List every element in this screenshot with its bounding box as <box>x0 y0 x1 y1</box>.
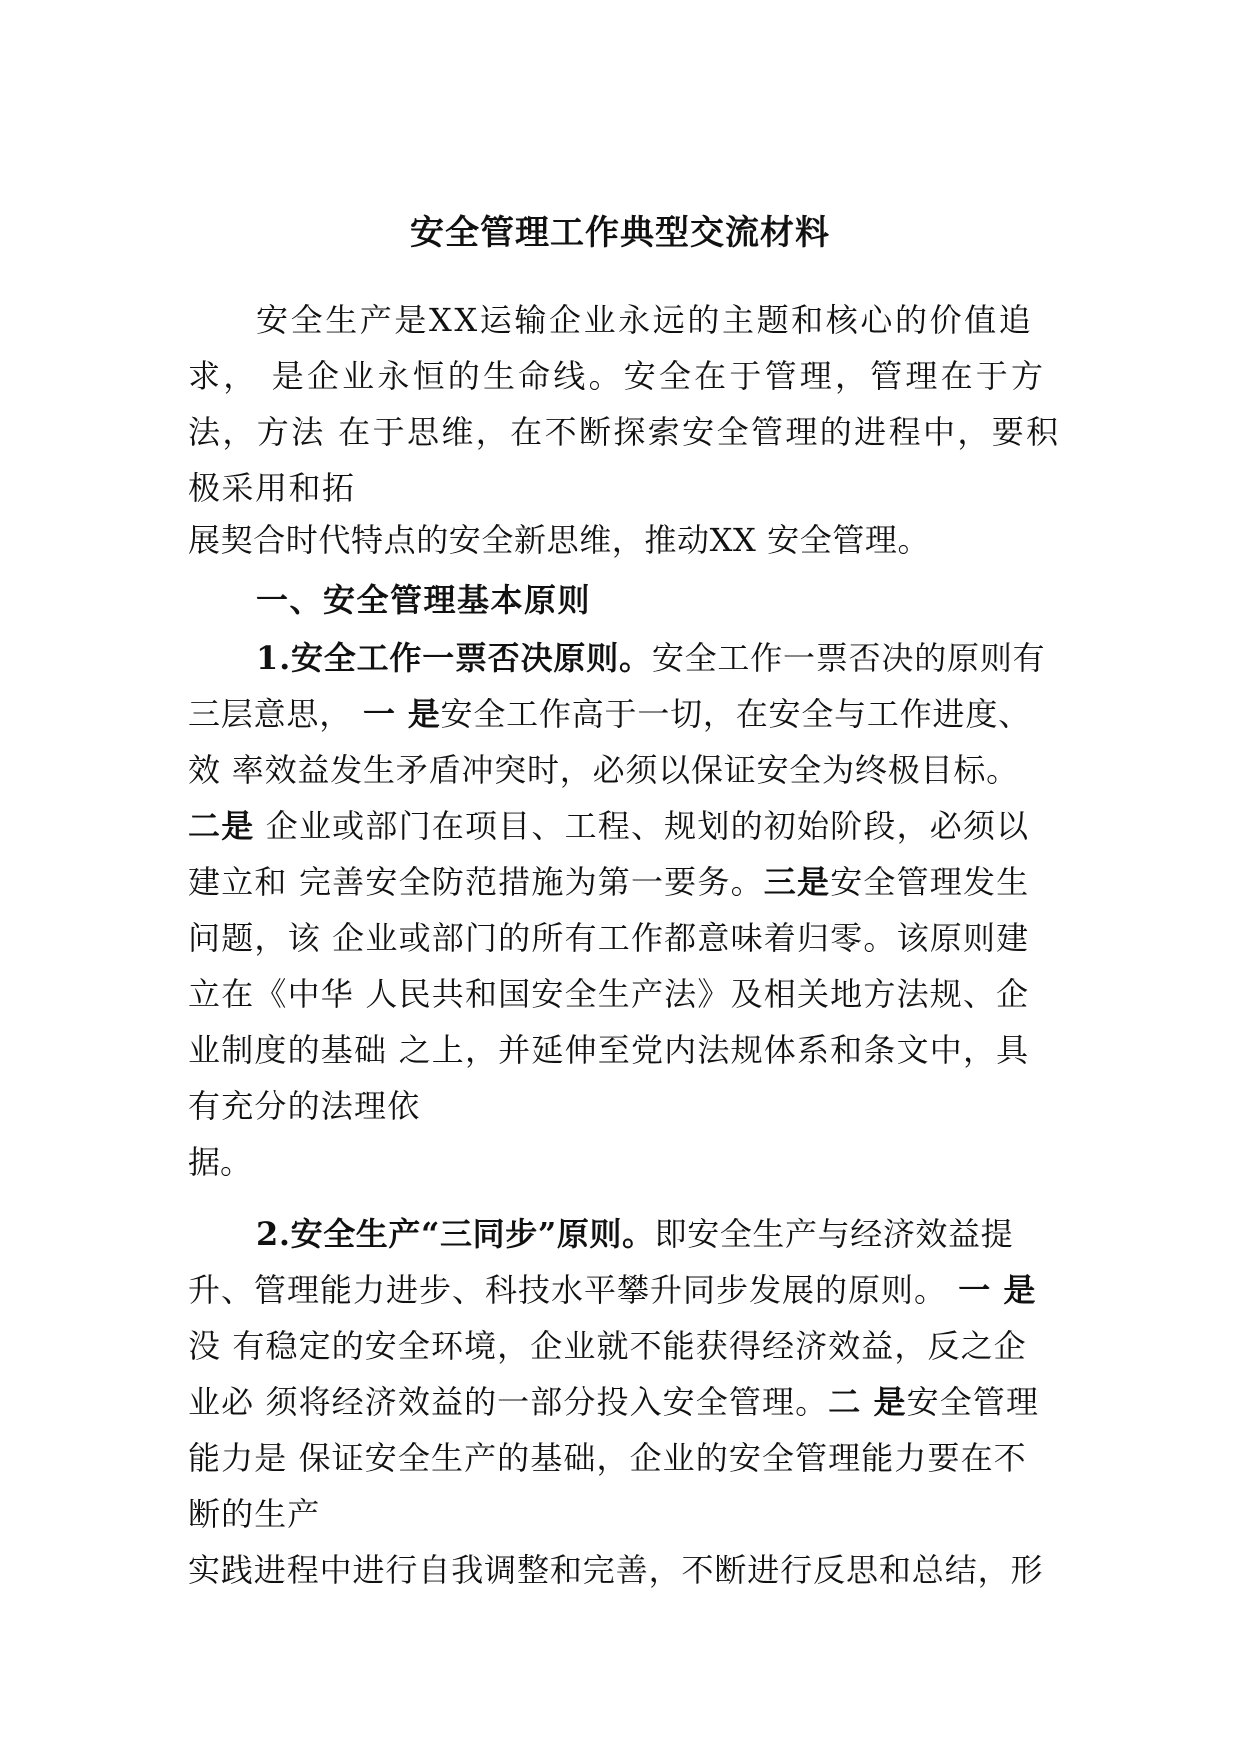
paragraph-line: 展契合时代特点的安全新思维，推动XX 安全管理。 <box>188 521 931 559</box>
paragraph-line: 断的生产 <box>188 1495 321 1533</box>
paragraph-line <box>188 1270 1036 1310</box>
text-run: 安全管理发生 <box>830 863 1030 901</box>
paragraph-line: 没 有稳定的安全环境，企业就不能获得经济效益，反之企 <box>188 1327 1027 1365</box>
bold-run: 一 是 <box>958 1271 1037 1309</box>
text-run: 业必 须将经济效益的一部分投入安全管理。 <box>188 1383 829 1421</box>
paragraph-line: 安全生产是XX运输企业永远的主题和核心的价值追 <box>256 301 1034 339</box>
paragraph-line <box>188 806 1029 846</box>
document-title: 安全管理工作典型交流材料 <box>410 213 830 253</box>
text-run: 企业或部门在项目、工程、规划的初始阶段，必须以 <box>254 807 1030 845</box>
paragraph-line <box>188 694 1031 734</box>
paragraph-line: 求， 是企业永恒的生命线。安全在于管理，管理在于方 <box>188 357 1047 395</box>
bold-run: 二是 <box>188 807 255 845</box>
text-run: 安全工作一票否决的原则有 <box>651 639 1046 677</box>
text-run: 安全工作高于一切，在安全与工作进度、 <box>440 695 1031 733</box>
paragraph-line: 问题，该 企业或部门的所有工作都意味着归零。该原则建 <box>188 919 1030 957</box>
section-heading: 一、安全管理基本原则 <box>256 581 592 619</box>
paragraph-line <box>256 638 1045 678</box>
bold-run: 三是 <box>763 863 831 901</box>
paragraph-line: 有充分的法理依 <box>188 1087 421 1125</box>
text-run: 升、管理能力进步、科技水平攀升同步发展的原则。 <box>188 1271 959 1309</box>
text-run: 即安全生产与经济效益提 <box>654 1215 1014 1253</box>
paragraph-line: 实践进程中进行自我调整和完善，不断进行反思和总结，形 <box>188 1551 1044 1589</box>
bold-run: 二 是 <box>828 1383 907 1421</box>
paragraph-line: 业制度的基础 之上，并延伸至党内法规体系和条文中，具 <box>188 1031 1030 1069</box>
paragraph-line <box>256 1214 1013 1254</box>
paragraph-line: 法，方法 在于思维，在不断探索安全管理的进程中，要积 <box>188 413 1061 451</box>
paragraph-line: 立在《中华 人民共和国安全生产法》及相关地方法规、企 <box>188 975 1030 1013</box>
paragraph-line: 能力是 保证安全生产的基础，企业的安全管理能力要在不 <box>188 1439 1027 1477</box>
text-run: 三层意思， <box>188 695 363 733</box>
paragraph-line <box>188 862 1029 902</box>
text-run: 建立和 完善安全防范措施为第一要务。 <box>188 863 764 901</box>
paragraph-line <box>188 1382 1039 1422</box>
bold-run: 一 是 <box>362 695 441 733</box>
paragraph-line: 极采用和拓 <box>188 469 356 507</box>
bold-run: 2.安全生产“三同步”原则。 <box>256 1215 655 1253</box>
paragraph-line: 据。 <box>188 1143 253 1181</box>
paragraph-line: 效 率效益发生矛盾冲突时，必须以保证安全为终极目标。 <box>188 751 1019 789</box>
text-run: 安全管理 <box>906 1383 1040 1421</box>
bold-run: 1.安全工作一票否决原则。 <box>256 639 652 677</box>
